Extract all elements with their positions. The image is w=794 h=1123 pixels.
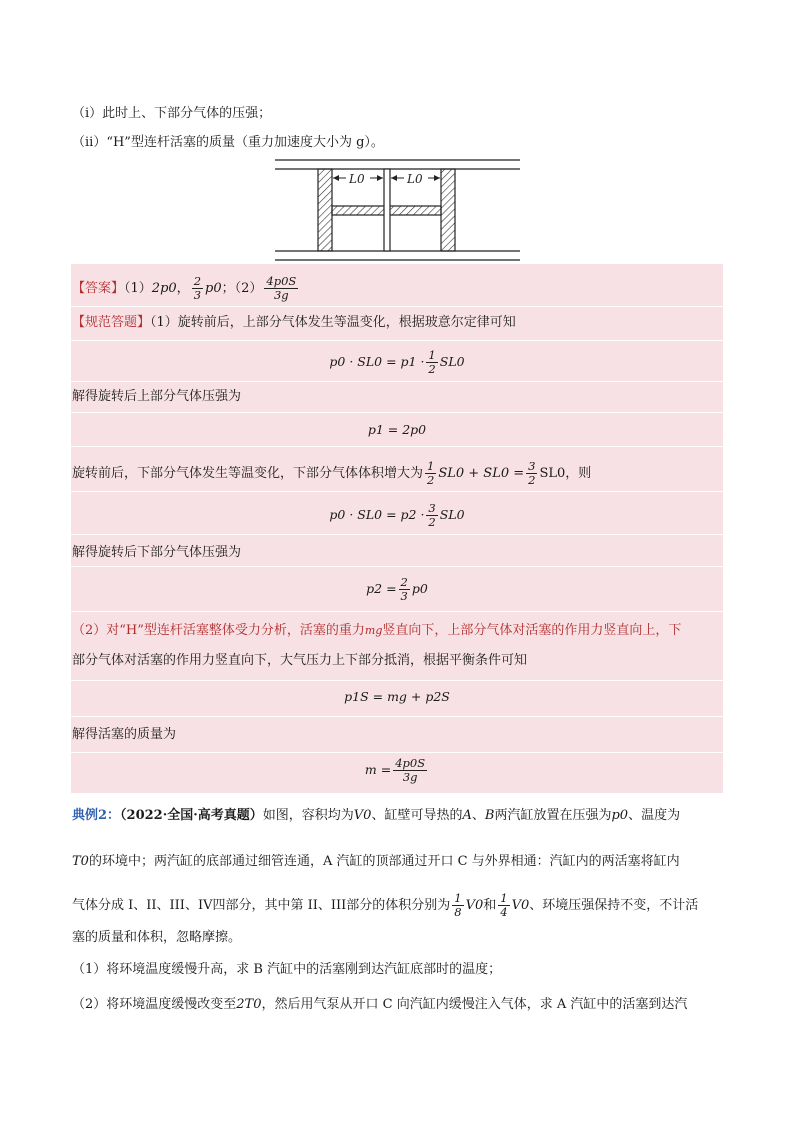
equation-6: m = $\frac{4p0S}{3g}$ xyxy=(364,756,426,784)
example-2-line-1: 典例2：（2022·全国·高考真题）如图，容积均为V0、缸壁可导热的A、B两汽缸放置在压强为p0、温度为 xyxy=(72,808,681,823)
h-piston-figure xyxy=(0,154,794,264)
question-line-2: （ii）“H”型连杆活塞的质量（重力加速度大小为 g）。 xyxy=(72,135,384,150)
solution-part-2-line-1: （2）对“H”型连杆活塞整体受力分析，活塞的重力mg竖直向下，上部分气体对活塞的作用力竖直向上，下 xyxy=(72,623,682,638)
equation-4: p2 = $\frac{2}{3}$ p0 xyxy=(366,575,428,603)
example-2-question-2: （2）将环境温度缓慢改变至2T0，然后用气泵从开口 C 向汽缸内缓慢注入气体，求 A 汽缸中的活塞到达汽 xyxy=(72,997,688,1012)
solution-text-2: 解得旋转后上部分气体压强为 xyxy=(72,389,242,404)
solution-text-6: 解得活塞的质量为 xyxy=(72,727,177,742)
equation-2: p1 = 2p0 xyxy=(367,422,427,437)
question-line-1: （i）此时上、下部分气体的压强； xyxy=(72,106,272,121)
solution-text-3: 旋转前后，下部分气体发生等温变化，下部分气体体积增大为 $\frac{1}{2}$ SL0 + SL0 = $\frac{3}{2}$ SL0，则 xyxy=(72,459,592,487)
equation-1: p0 · SL0 = p1 · $\frac{1}{2}$ SL0 xyxy=(329,348,465,376)
answer-line: 【答案】（1）2p0， $\frac{2}{3}$ p0；（2） $\frac{4p0S}{3g}$ xyxy=(72,274,297,302)
right-piston-plate xyxy=(441,169,455,251)
solution-text-4: 解得旋转后下部分气体压强为 xyxy=(72,545,242,560)
answer-value-1: 2p0 xyxy=(151,281,177,296)
equation-3: p0 · SL0 = p2 · $\frac{3}{2}$ SL0 xyxy=(329,501,465,529)
example-2-question-1: （1）将环境温度缓慢升高，求 B 汽缸中的活塞刚到达汽缸底部时的温度； xyxy=(72,962,502,977)
example-2-line-3: 气体分成 I、II、III、IV四部分，其中第 II、III部分的体积分别为 $\frac{1}{8}$ V0和 $\frac{1}{4}$ V0、环境压强保持不变，不计活 xyxy=(72,891,699,919)
solution-part-2-line-2: 部分气体对活塞的作用力竖直向下，大气压力上下部分抵消，根据平衡条件可知 xyxy=(72,653,528,668)
solution-tag: 【规范答题】 xyxy=(72,315,151,330)
example-2-line-2: T0的环境中；两汽缸的底部通过细管连通，A 汽缸的顶部通过开口 C 与外界相通：汽缸内的两活塞将缸内 xyxy=(72,854,680,869)
solution-intro: 【规范答题】（1）旋转前后，上部分气体发生等温变化，根据玻意尔定律可知 xyxy=(72,315,516,330)
l0-label-left: L0 xyxy=(349,172,365,186)
example-2-source: （2022·全国·高考真题） xyxy=(120,808,263,823)
example-2-line-4: 塞的质量和体积，忽略摩擦。 xyxy=(72,930,242,945)
example-2-tag: 典例2： xyxy=(72,808,121,823)
left-piston-plate xyxy=(318,169,332,251)
l0-label-right: L0 xyxy=(407,172,423,186)
answer-tag: 【答案】 xyxy=(72,281,125,296)
middle-partition xyxy=(384,169,390,251)
equation-5: p1S = mg + p2S xyxy=(344,689,450,704)
